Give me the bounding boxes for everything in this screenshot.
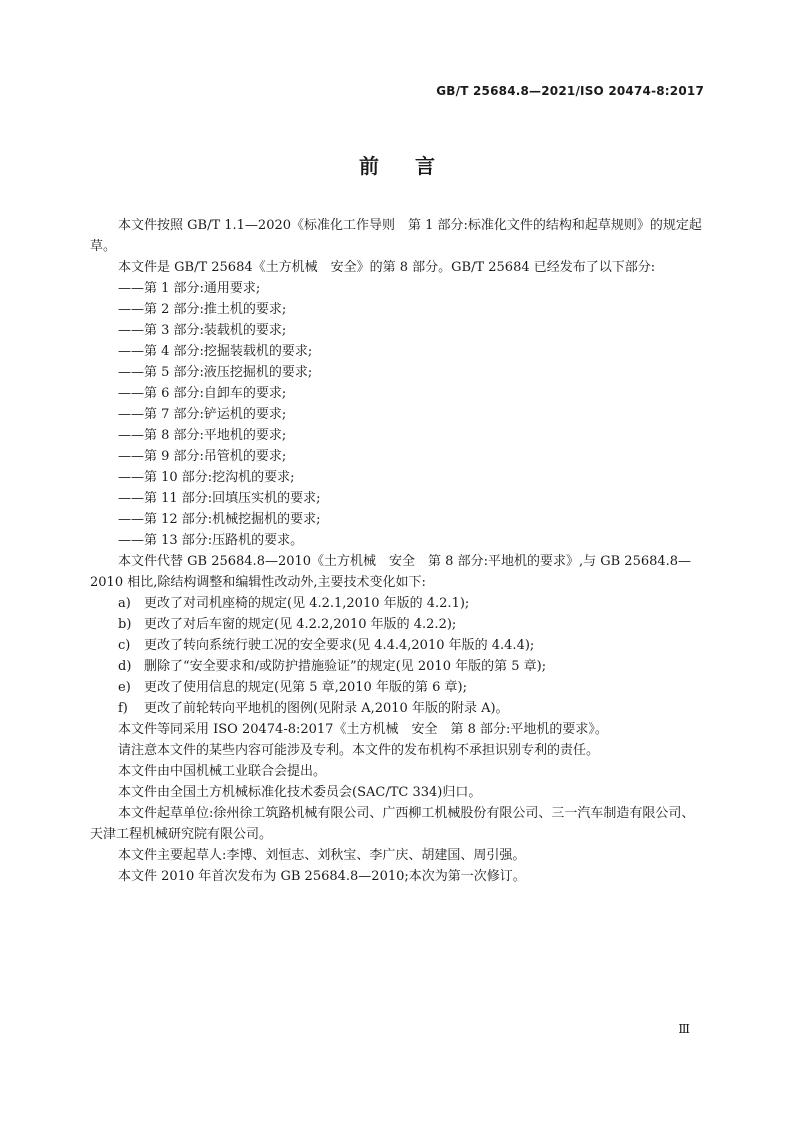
list-item: ——第 12 部分:机械挖掘机的要求;	[118, 512, 321, 527]
list-item: ——第 1 部分:通用要求;	[118, 281, 261, 296]
paragraph-replacement: 本文件代替 GB 25684.8—2010《土方机械 安全 第 8 部分:平地机的要求》,与 GB 25684.8—2010 相比,除结构调整和编辑性改动外,主要技术变化如下:	[90, 554, 692, 590]
change-marker: c)	[118, 638, 131, 653]
change-text: 更改了使用信息的规定(见第 5 章,2010 年版的第 6 章);	[144, 680, 467, 695]
paragraph-drafters: 本文件主要起草人:李博、刘恒志、刘秋宝、李广庆、胡建国、周引强。	[118, 848, 526, 863]
change-marker: d)	[118, 659, 132, 674]
paragraph-proposer: 本文件由中国机械工业联合会提出。	[118, 764, 327, 779]
list-item: ——第 7 部分:铲运机的要求;	[118, 407, 287, 422]
list-item: ——第 11 部分:回填压实机的要求;	[118, 491, 321, 506]
change-item	[90, 677, 706, 698]
paragraph-drafting-units: 本文件起草单位:徐州徐工筑路机械有限公司、广西柳工机械股份有限公司、三一汽车制造有限公司、天津工程机械研究院有限公司。	[90, 806, 695, 842]
page-title: 前言	[359, 154, 471, 178]
list-item: ——第 5 部分:液压挖掘机的要求;	[118, 365, 313, 380]
change-item	[90, 698, 706, 719]
change-text: 更改了对后车窗的规定(见 4.2.2,2010 年版的 4.2.2);	[144, 617, 457, 632]
change-item	[90, 593, 706, 614]
foreword-body	[90, 215, 706, 887]
list-item: ——第 10 部分:挖沟机的要求;	[118, 470, 295, 485]
list-item: ——第 13 部分:压路机的要求。	[118, 533, 304, 548]
paragraph-committee: 本文件由全国土方机械标准化技术委员会(SAC/TC 334)归口。	[118, 785, 482, 800]
list-item: ——第 6 部分:自卸车的要求;	[118, 386, 287, 401]
paragraph-iso-adoption: 本文件等同采用 ISO 20474-8:2017《土方机械 安全 第 8 部分:平地机的要求》。	[118, 722, 608, 737]
change-item	[90, 635, 706, 656]
standard-number: GB/T 25684.8—2021/ISO 20474-8:2017	[436, 84, 704, 98]
change-text: 更改了转向系统行驶工况的安全要求(见 4.4.4,2010 年版的 4.4.4);	[144, 638, 535, 653]
list-item: ——第 2 部分:推土机的要求;	[118, 302, 287, 317]
parts-list	[90, 278, 706, 551]
change-marker: b)	[118, 617, 132, 632]
changes-list	[90, 593, 706, 719]
page-number: Ⅲ	[678, 1022, 690, 1036]
list-item: ——第 4 部分:挖掘装载机的要求;	[118, 344, 313, 359]
change-marker: a)	[118, 596, 131, 611]
change-marker: e)	[118, 680, 131, 695]
paragraph-series-intro: 本文件是 GB/T 25684《土方机械 安全》的第 8 部分。GB/T 25684 已经发布了以下部分:	[118, 260, 656, 275]
change-text: 删除了“安全要求和/或防护措施验证”的规定(见 2010 年版的第 5 章);	[144, 659, 547, 674]
paragraph-history: 本文件 2010 年首次发布为 GB 25684.8—2010;本次为第一次修订。	[118, 869, 526, 884]
list-item: ——第 8 部分:平地机的要求;	[118, 428, 287, 443]
paragraph-drafting-rules: 本文件按照 GB/T 1.1—2020《标准化工作导则 第 1 部分:标准化文件的结构和起草规则》的规定起草。	[90, 218, 702, 254]
change-marker: f)	[118, 701, 128, 716]
list-item: ——第 9 部分:吊管机的要求;	[118, 449, 287, 464]
list-item: ——第 3 部分:装载机的要求;	[118, 323, 287, 338]
change-text: 更改了对司机座椅的规定(见 4.2.1,2010 年版的 4.2.1);	[144, 596, 470, 611]
change-item	[90, 656, 706, 677]
paragraph-patent-notice: 请注意本文件的某些内容可能涉及专利。本文件的发布机构不承担识别专利的责任。	[118, 743, 600, 758]
change-item	[90, 614, 706, 635]
change-text: 更改了前轮转向平地机的图例(见附录 A,2010 年版的附录 A)。	[144, 701, 509, 716]
